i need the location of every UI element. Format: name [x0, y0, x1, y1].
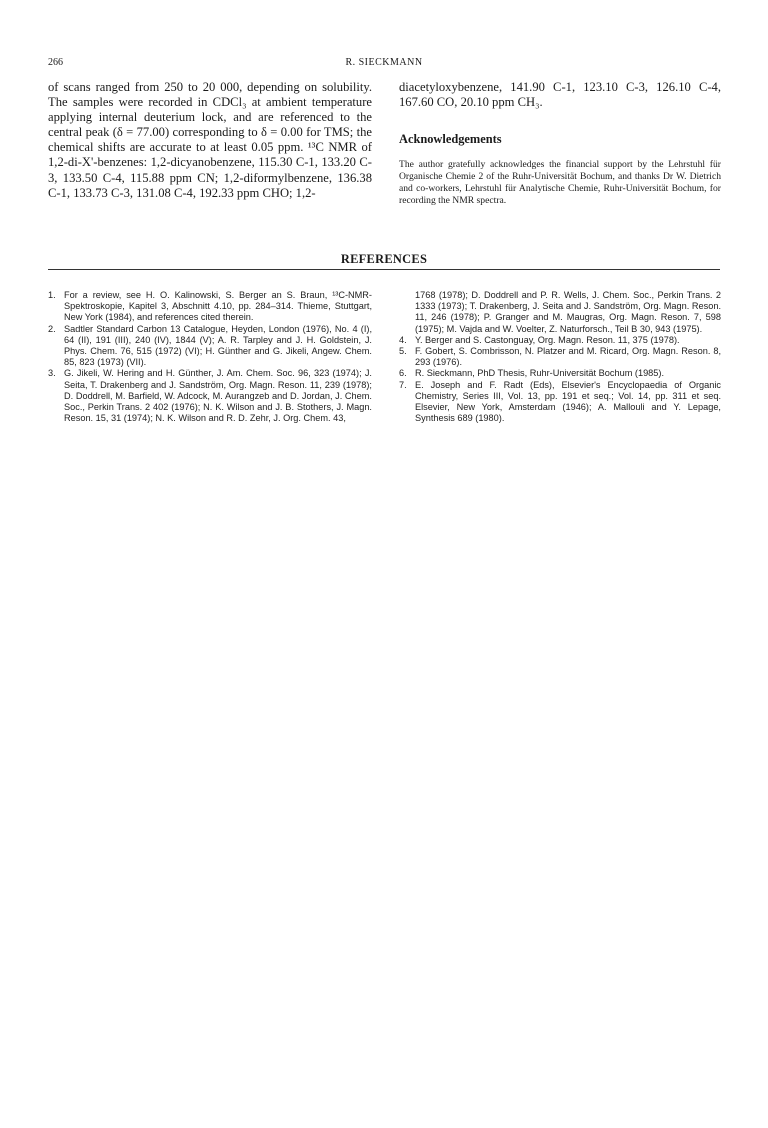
body-column-left — [48, 80, 372, 201]
reference-item — [399, 368, 721, 379]
reference-item — [399, 380, 721, 425]
reference-text: E. Joseph and F. Radt (Eds), Elsevier's Encyclopaedia of Organic Chemistry, Series III, Vol. 13, pp. 191 et seq.; Vol. 14, pp. 311 et seq. Elsevier, New York, Amsterdam (1946); A. Mallouli and Y. Lepage, Synthesis 689 (1980). — [415, 379, 721, 424]
reference-item — [399, 346, 721, 368]
reference-number: 4. — [399, 334, 407, 345]
reference-number: 1. — [48, 290, 56, 300]
reference-text: 1768 (1978); D. Doddrell and P. R. Wells, J. Chem. Soc., Perkin Trans. 2 1333 (1973); T. Drakenberg, J. Seita and J. Sandström, Org. Magn. Reson. 11, 246 (1978); P. Granger and M. Maugras, Org. Magn. Reson. 7, 598 (1975); M. Vajda and W. Voelter, Z. Naturforsch., Teil B 30, 943 (1975). — [415, 290, 721, 334]
page-number: 266 — [48, 57, 63, 68]
reference-number: 2. — [48, 323, 56, 334]
acknowledgements-heading: Acknowledgements — [399, 132, 502, 147]
reference-item — [399, 335, 721, 346]
reference-number: 5. — [399, 346, 407, 357]
reference-item — [48, 368, 372, 424]
body-paragraph: of scans ranged from 250 to 20 000, depending on solubility. The samples were recorded in CDCl₃ at ambient temperature applying internal deuterium lock, and are referenced to the central peak (δ = 77.00) corresponding to δ = 0.00 for TMS; the chemical shifts are accurate to at least 0.05 ppm. ¹³C NMR of 1,2-di-X'-benzenes: 1,2-dicyanobenzene, 115.30 C-1, 133.20 C-3, 133.50 C-4, 115.88 ppm CN; 1,2-diformylbenzene, 136.38 C-1, 133.73 C-3, 131.08 C-4, 192.33 ppm CHO; 1,2- — [48, 80, 372, 200]
running-head — [48, 57, 720, 71]
running-head-author: R. SIECKMANN — [345, 57, 423, 68]
reference-item — [48, 324, 372, 369]
reference-number: 3. — [48, 368, 56, 379]
acknowledgements-text: The author gratefully acknowledges the financial support by the Lehrstuhl für Organische Chemie 2 of the Ruhr-Universität Bochum, and thanks Dr W. Dietrich and co-workers, Lehrstuhl für Analytische Chemie, Ruhr-Universität Bochum, for recording the NMR spectra. — [399, 159, 721, 206]
reference-text: For a review, see H. O. Kalinowski, S. Berger an S. Braun, ¹³C-NMR-Spektroskopie, Kapitel 3, Abschnitt 4.10, pp. 284–314. Thieme, Stuttgart, New York (1984), and references cited therein. — [64, 290, 372, 323]
references-divider — [48, 269, 720, 270]
reference-item-continued — [399, 290, 721, 335]
reference-text: Sadtler Standard Carbon 13 Catalogue, Heyden, London (1976), No. 4 (I), 64 (II), 191 (III), 240 (IV), 1844 (V); A. R. Tarpley and J. H. Goldstein, J. Phys. Chem. 76, 515 (1972) (VI); H. Günther and G. Jikeli, Angew. Chem. 85, 823 (1973) (VII). — [64, 323, 372, 368]
reference-number: 7. — [399, 379, 407, 390]
body-column-right — [399, 80, 721, 206]
reference-item — [48, 290, 372, 324]
body-paragraph-continued: diacetyloxybenzene, 141.90 C-1, 123.10 C-3, 126.10 C-4, 167.60 CO, 20.10 ppm CH₃. — [399, 80, 721, 110]
references-heading: REFERENCES — [340, 252, 428, 266]
reference-text: G. Jikeli, W. Hering and H. Günther, J. Am. Chem. Soc. 96, 323 (1974); J. Seita, T. Drakenberg and J. Sandström, Org. Magn. Reson. 11, 239 (1978); D. Doddrell, M. Barfield, W. Adcock, M. Aurangzeb and D. Jordan, J. Chem. Soc., Perkin Trans. 2 402 (1976); N. K. Wilson and J. B. Stothers, J. Magn. Reson. 15, 31 (1974); N. K. Wilson and R. D. Zehr, J. Org. Chem. 43, — [64, 368, 372, 424]
reference-text: F. Gobert, S. Combrisson, N. Platzer and M. Ricard, Org. Magn. Reson. 8, 293 (1976). — [415, 346, 721, 368]
references-column-right — [399, 290, 721, 424]
reference-text: Y. Berger and S. Castonguay, Org. Magn. Reson. 11, 375 (1978). — [415, 334, 680, 345]
reference-number: 6. — [399, 368, 407, 379]
references-column-left — [48, 290, 372, 424]
reference-text: R. Sieckmann, PhD Thesis, Ruhr-Universität Bochum (1985). — [415, 368, 665, 379]
